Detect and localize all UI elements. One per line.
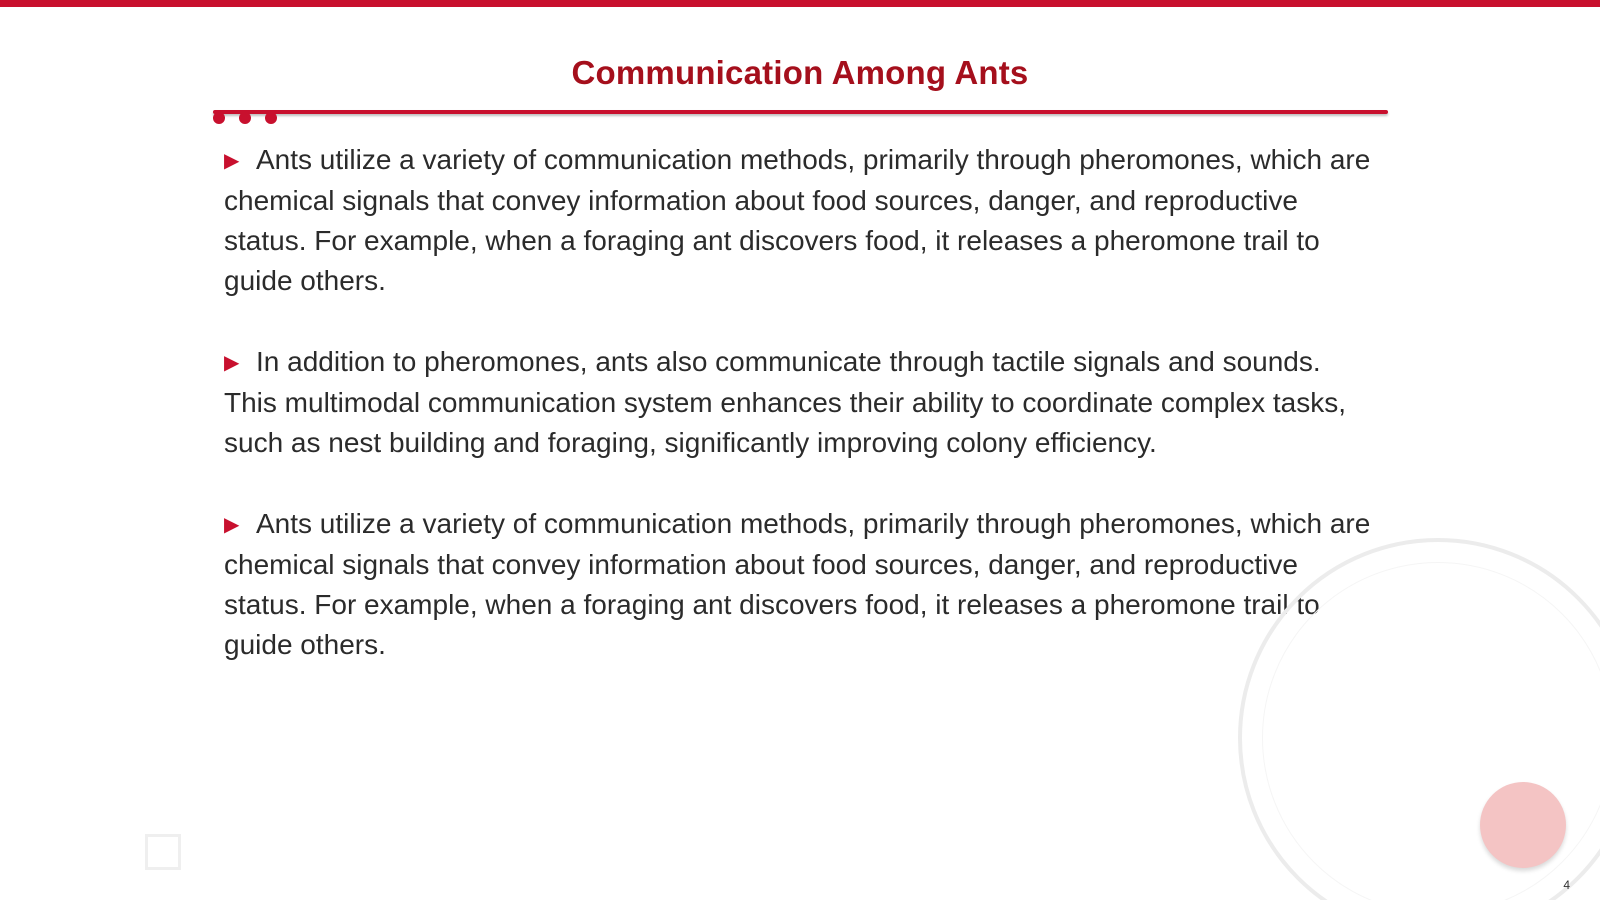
decorative-circle: [1480, 782, 1566, 868]
bullet-item: [224, 140, 1374, 301]
bullet-item: [224, 504, 1374, 665]
bullet-text: Ants utilize a variety of communication methods, primarily through pheromones, which are chemical signals that convey information about food sources, danger, and reproductive status. For example, when a foraging ant discovers food, it releases a pheromone trail to guide others.: [224, 508, 1371, 660]
decorative-square: [145, 834, 181, 870]
bullet-list: [224, 140, 1374, 706]
triangle-right-icon: ▶: [224, 150, 240, 172]
bullet-item: [224, 342, 1374, 463]
triangle-right-icon: ▶: [224, 352, 240, 374]
triangle-right-icon: ▶: [224, 514, 240, 536]
page-number: 4: [1563, 878, 1570, 892]
top-accent-bar: [0, 0, 1600, 7]
dot-icon: [213, 112, 225, 124]
title-underline: [213, 110, 1388, 114]
bullet-text: Ants utilize a variety of communication methods, primarily through pheromones, which are chemical signals that convey information about food sources, danger, and reproductive status. For example, when a foraging ant discovers food, it releases a pheromone trail to guide others.: [224, 144, 1371, 296]
bullet-text: In addition to pheromones, ants also communicate through tactile signals and sounds. This multimodal communication system enhances their ability to coordinate complex tasks, such as nest building and foraging, significantly improving colony efficiency.: [224, 346, 1347, 458]
dot-icon: [239, 112, 251, 124]
dot-icon: [265, 112, 277, 124]
slide-title: Communication Among Ants: [571, 54, 1029, 91]
title-dots: [213, 112, 277, 124]
